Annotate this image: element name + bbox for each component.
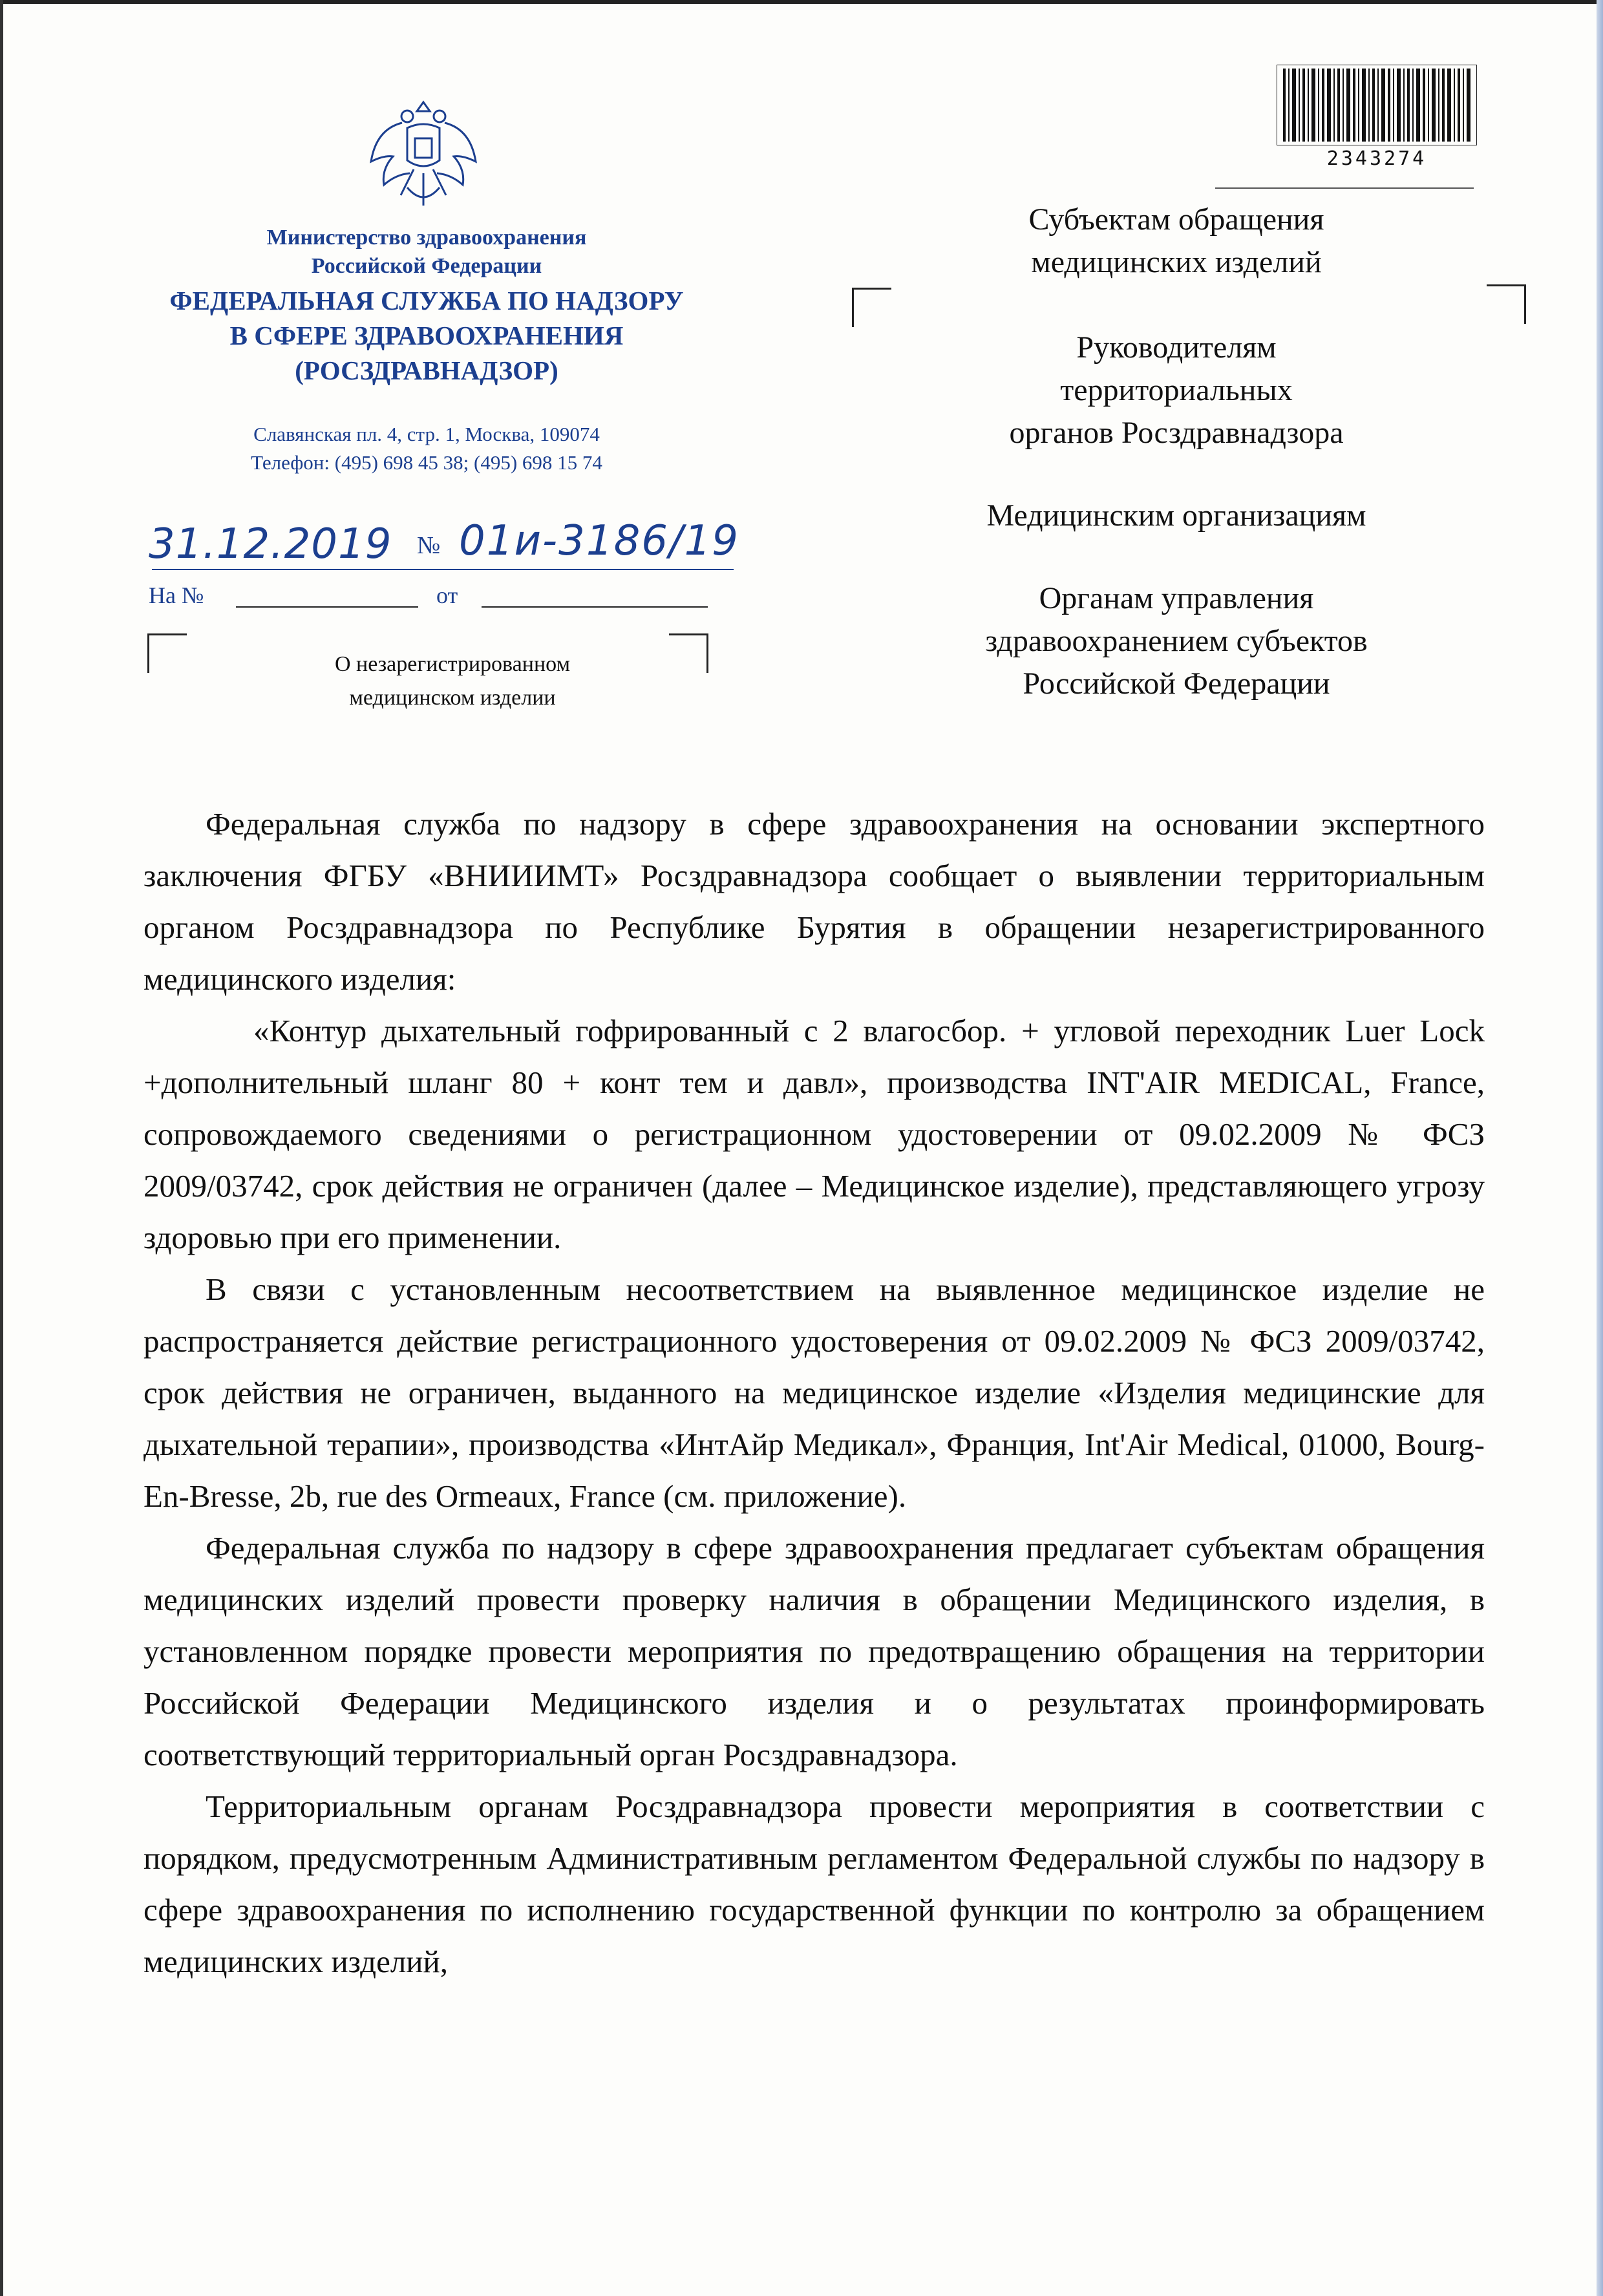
- addressee-2-line-1: Руководителям: [1076, 330, 1277, 365]
- registration-date: 31.12.2019: [149, 520, 392, 568]
- service-line-3: (РОСЗДРАВНАДЗОР): [295, 356, 558, 385]
- reference-from-label: от: [436, 582, 458, 608]
- barcode-number: 2343274: [1326, 147, 1427, 170]
- addressee-bracket-left: [852, 288, 891, 327]
- subject-bracket-right: [669, 633, 708, 673]
- ministry-line-2: Российской Федерации: [311, 254, 542, 278]
- reference-number-line: [236, 606, 418, 608]
- letter-body: [143, 798, 1485, 1988]
- body-paragraph-5: Территориальным органам Росздравнадзора провести мероприятия в соответствии с порядком, предусмотренным Административным регламентом Федеральной службы по надзору в сфере здравоохранения по исполнению государственной функции по контролю за обращением медицинских изделий,: [143, 1789, 1485, 1979]
- addressee-4-line-2: здравоохранением субъектов: [985, 624, 1368, 658]
- scan-edge-left: [0, 0, 3, 2296]
- coat-of-arms-icon: [362, 90, 485, 220]
- service-name: [116, 283, 737, 388]
- ministry-name: [175, 224, 679, 281]
- addressee-1-line-1: Субъектам обращения: [1028, 202, 1324, 237]
- addressee-4: [911, 577, 1441, 705]
- scan-edge-top: [0, 0, 1603, 4]
- addressee-1-line-2: медицинских изделий: [1031, 245, 1322, 279]
- addressee-1: [911, 198, 1441, 284]
- subject-line-2: медицинском изделии: [349, 686, 556, 710]
- barcode-underline: [1215, 187, 1474, 189]
- addressee-2-line-3: органов Росздравнадзора: [1009, 416, 1344, 450]
- subject-bracket-left: [147, 633, 187, 673]
- barcode: [1277, 65, 1477, 145]
- letter-subject: [246, 648, 659, 715]
- scan-edge-right: [1597, 0, 1603, 2296]
- body-paragraph-2: «Контур дыхательный гофрированный с 2 влагосбор. + угловой переходник Luer Lock +дополнительный шланг 80 + конт тем и давл», производства INT'AIR MEDICAL, France, сопровождаемого сведениями о регистрационном удостоверении от 09.02.2009 № ФСЗ 2009/03742, срок действия не ограничен (далее – Медицинское изделие), представляющего угрозу здоровью при его применении.: [143, 1013, 1485, 1255]
- addressee-3-line-1: Медицинским организациям: [986, 498, 1366, 533]
- subject-line-1: О незарегистрированном: [334, 652, 571, 676]
- body-paragraph-4: Федеральная служба по надзору в сфере здравоохранения предлагает субъектам обращения медицинских изделий провести проверку наличия в обращении Медицинского изделия, в установленном порядке провести мероприятия по предотвращению обращения на территории Российской Федерации Медицинского изделия и о результатах проинформировать соответствующий территориальный орган Росздравнадзора.: [143, 1530, 1485, 1772]
- body-paragraph-1: Федеральная служба по надзору в сфере здравоохранения на основании экспертного заключения ФГБУ «ВНИИИМТ» Росздравнадзора сообщает о выявлении территориальным органом Росздравнадзора по Республике Бурятия в обращении незарегистрированного медицинского изделия:: [143, 806, 1485, 997]
- addressee-2-line-2: территориальных: [1060, 373, 1293, 407]
- registration-underline: [152, 569, 734, 570]
- registration-number: 01и-3186/19: [459, 517, 739, 565]
- ministry-line-1: Министерство здравоохранения: [266, 226, 587, 250]
- service-address: [175, 420, 679, 477]
- addressee-4-line-3: Российской Федерации: [1023, 666, 1330, 701]
- service-line-1: ФЕДЕРАЛЬНАЯ СЛУЖБА ПО НАДЗОРУ: [169, 286, 684, 315]
- registration-number-sign: №: [417, 532, 441, 559]
- addressee-4-line-1: Органам управления: [1039, 581, 1314, 615]
- phone-line: Телефон: (495) 698 45 38; (495) 698 15 74: [251, 451, 602, 474]
- addressee-2: [911, 326, 1441, 454]
- addressee-bracket-right: [1487, 284, 1526, 324]
- body-paragraph-3: В связи с установленным несоответствием на выявленное медицинское изделие не распространяется действие регистрационного удостоверения от 09.02.2009 № ФСЗ 2009/03742, срок действия не ограничен, выданного на медицинское изделие «Изделия медицинские для дыхательной терапии», производства «ИнтАйр Медикал», Франция, Int'Air Medical, 01000, Bourg-En-Bresse, 2b, rue des Ormeaux, France (см. приложение).: [143, 1271, 1485, 1514]
- reference-label: На №: [149, 582, 204, 608]
- address-line: Славянская пл. 4, стр. 1, Москва, 109074: [253, 423, 600, 445]
- reference-date-line: [482, 606, 708, 608]
- addressee-3: [911, 494, 1441, 537]
- service-line-2: В СФЕРЕ ЗДРАВООХРАНЕНИЯ: [229, 321, 624, 350]
